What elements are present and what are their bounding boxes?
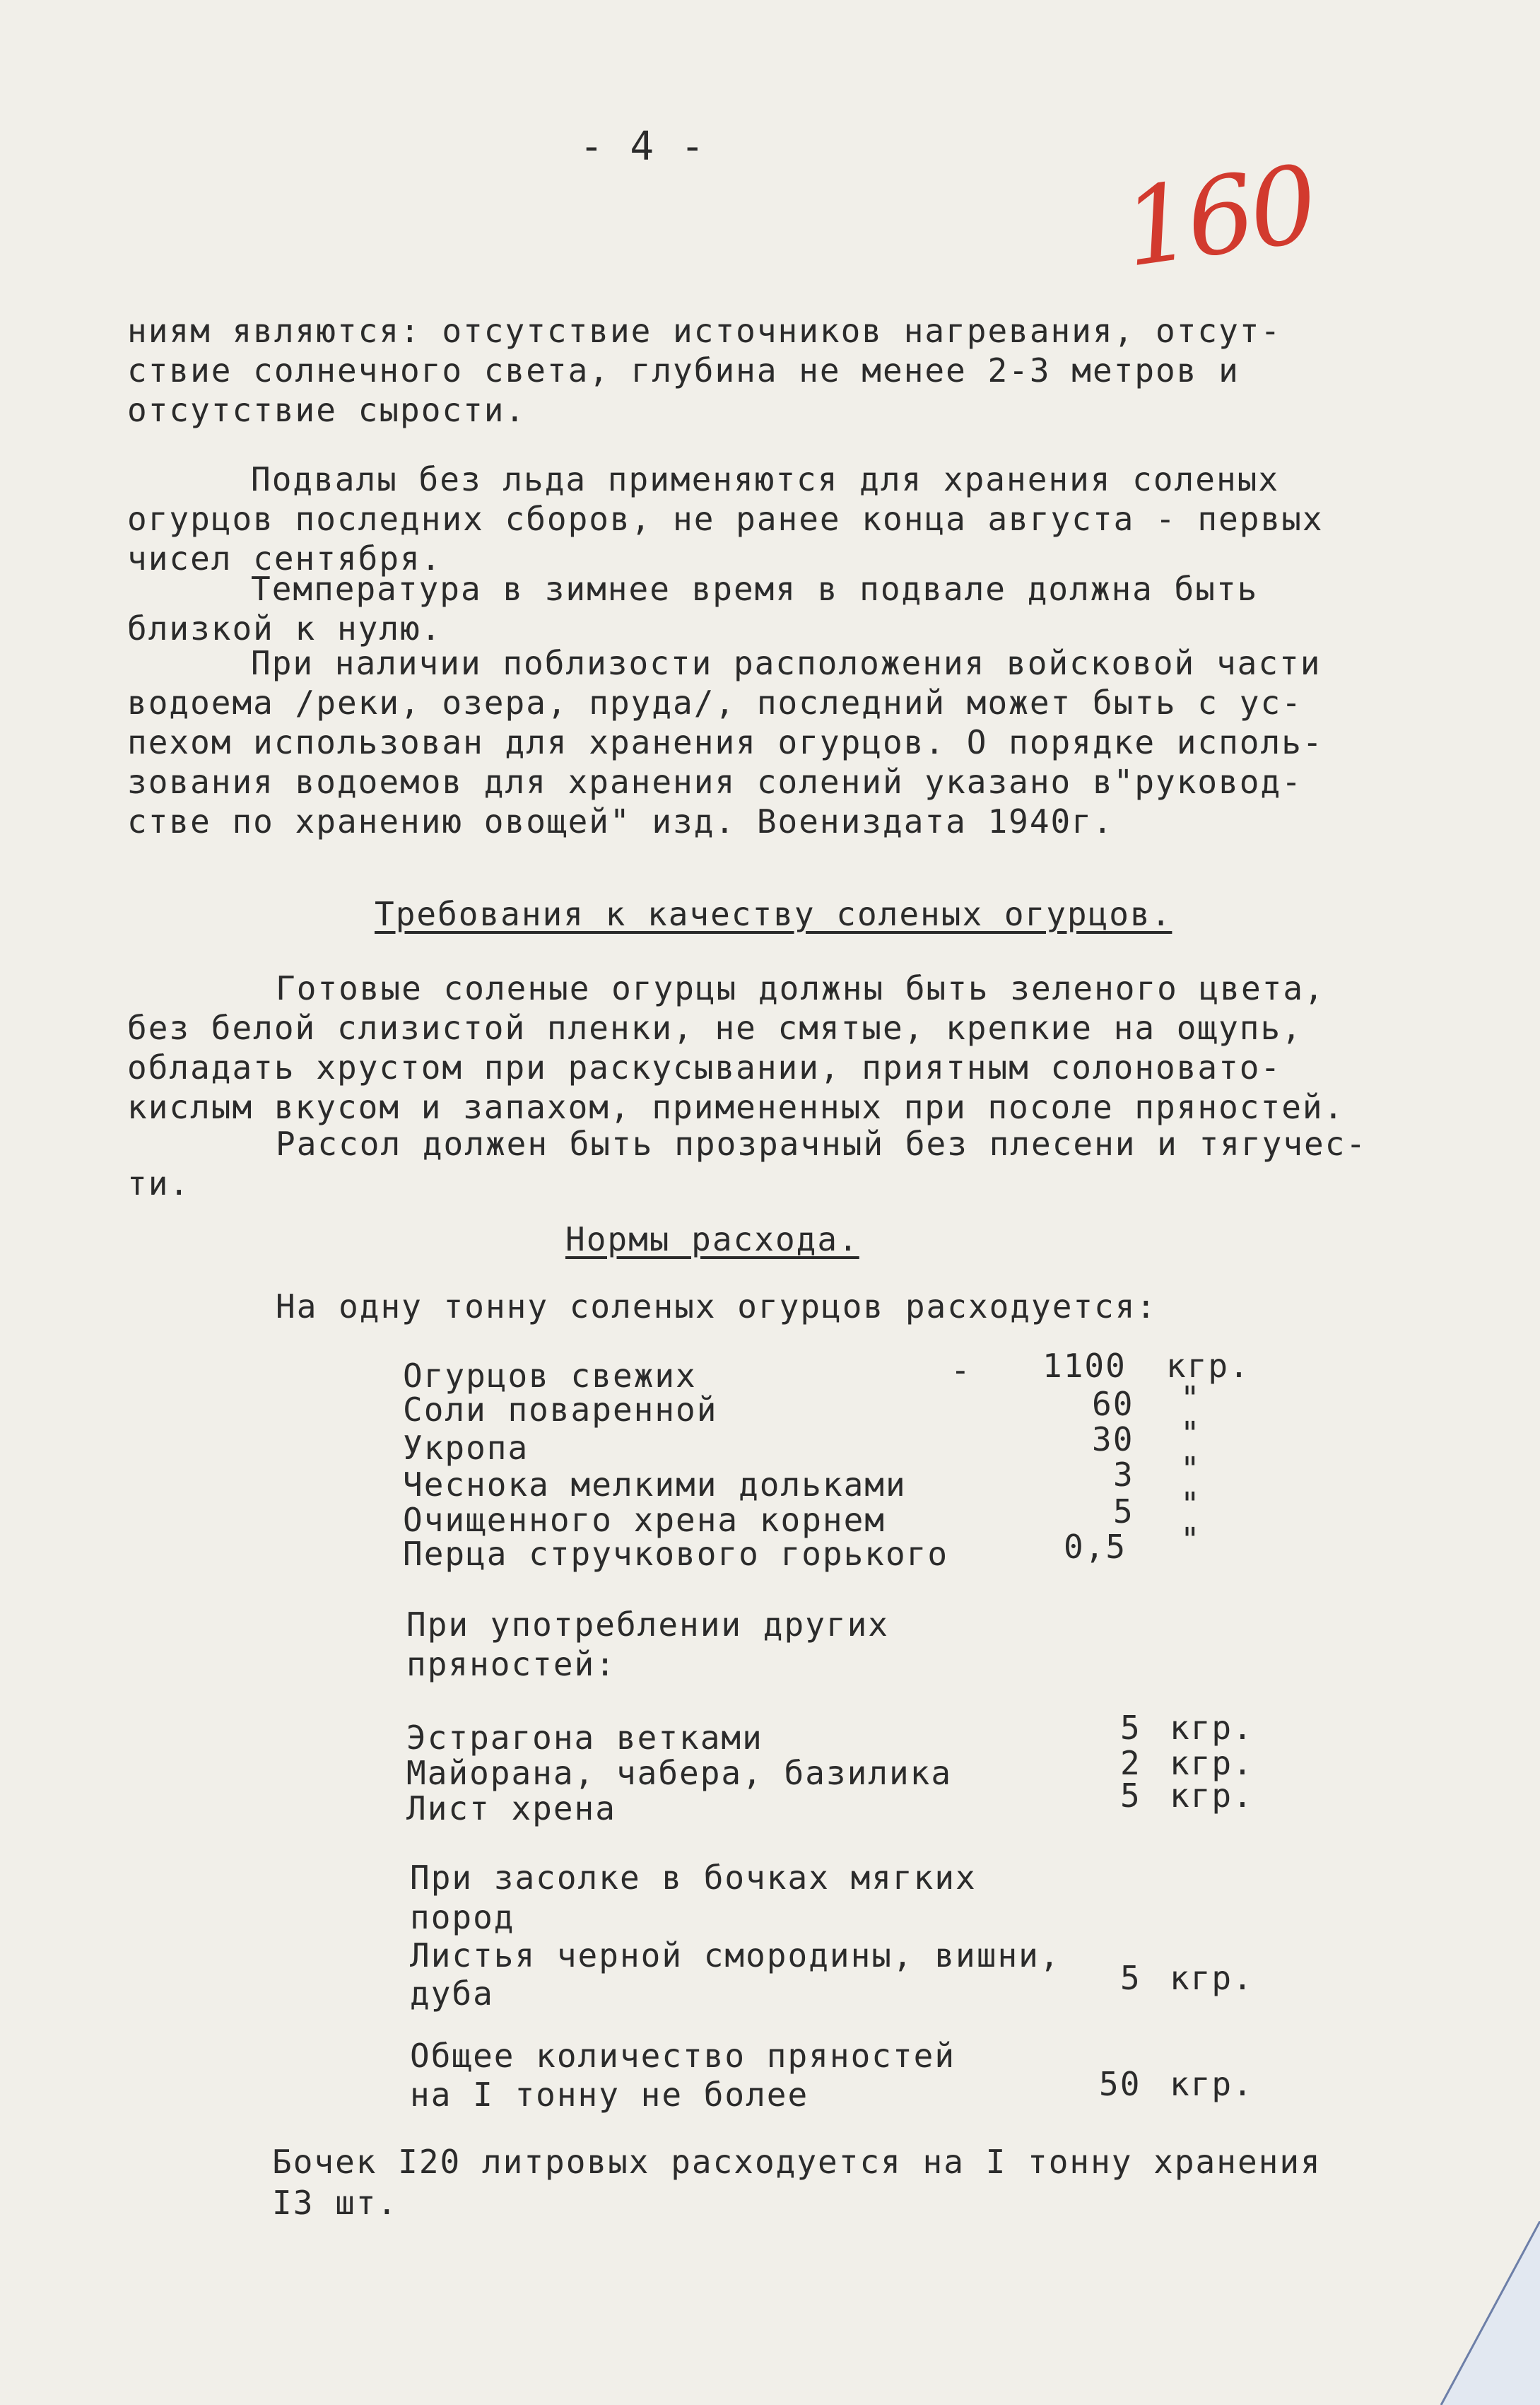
text-line: зования водоемов для хранения солений указано в"руковод- bbox=[127, 763, 1303, 801]
item-unit: кгр. bbox=[1170, 1709, 1254, 1747]
text-line: водоема /реки, озера, пруда/, последний может быть с ус- bbox=[127, 684, 1303, 722]
text-line: I3 шт. bbox=[272, 2184, 399, 2222]
page-number: - 4 - bbox=[580, 124, 706, 170]
text-line: ниям являются: отсутствие источников нагревания, отсут- bbox=[127, 312, 1282, 350]
page-corner-fold bbox=[1413, 2221, 1540, 2405]
text-line: Готовые соленые огурцы должны быть зеленого цвета, bbox=[276, 969, 1325, 1007]
item-unit: кгр. bbox=[1170, 1744, 1254, 1782]
barrel-qty: 5 bbox=[1120, 1959, 1141, 1997]
item-name: Очищенного хрена корнем bbox=[403, 1501, 886, 1539]
item-qty: 2 bbox=[1120, 1744, 1141, 1782]
text-line: обладать хрустом при раскусывании, приятным солоновато- bbox=[127, 1048, 1282, 1087]
total-unit: кгр. bbox=[1170, 2065, 1254, 2103]
item-qty: 5 bbox=[1120, 1777, 1141, 1815]
item-name: Чеснока мелкими дольками bbox=[403, 1465, 907, 1504]
item-qty: 1100 bbox=[1042, 1347, 1127, 1385]
item-name: Перца стручкового горького bbox=[403, 1535, 949, 1573]
item-unit: кгр. bbox=[1166, 1347, 1250, 1385]
text-line: близкой к нулю. bbox=[127, 609, 442, 648]
text-line: огурцов последних сборов, не ранее конца августа - первых bbox=[127, 500, 1324, 538]
norms-intro: На одну тонну соленых огурцов расходуется: bbox=[276, 1287, 1158, 1326]
text-line: При употреблении других bbox=[406, 1605, 889, 1644]
item-name: Укропа bbox=[403, 1429, 529, 1467]
item-name: Соли поваренной bbox=[403, 1391, 718, 1429]
text-line: Температура в зимнее время в подвале должна быть bbox=[251, 570, 1259, 608]
handwritten-folio-number: 160 bbox=[1116, 143, 1322, 291]
item-qty: 0,5 bbox=[1064, 1528, 1127, 1566]
text-line: отсутствие сырости. bbox=[127, 391, 527, 429]
item-unit: " bbox=[1180, 1379, 1201, 1417]
text-line: пряностей: bbox=[406, 1645, 616, 1683]
item-qty: 3 bbox=[1113, 1456, 1134, 1494]
barrel-unit: кгр. bbox=[1170, 1959, 1254, 1997]
section-heading-norms: Нормы расхода. bbox=[565, 1220, 859, 1258]
item-unit: " bbox=[1180, 1450, 1201, 1488]
text-line: Общее количество пряностей bbox=[410, 2037, 956, 2075]
item-name: Огурцов свежих bbox=[403, 1357, 697, 1395]
total-qty: 50 bbox=[1099, 2065, 1141, 2103]
text-line: пород bbox=[410, 1898, 515, 1936]
text-line: Бочек I20 литровых расходуется на I тонну хранения bbox=[272, 2143, 1322, 2181]
text-line: Рассол должен быть прозрачный без плесени и тягучес- bbox=[276, 1125, 1368, 1163]
item-name: Эстрагона ветками bbox=[406, 1719, 763, 1757]
item-name: Майорана, чабера, базилика bbox=[406, 1754, 953, 1792]
text-line: чисел сентября. bbox=[127, 539, 442, 578]
text-line: на I тонну не более bbox=[410, 2076, 809, 2114]
text-line: кислым вкусом и запахом, примененных при посоле пряностей. bbox=[127, 1088, 1345, 1126]
text-line: без белой слизистой пленки, не смятые, крепкие на ощупь, bbox=[127, 1009, 1303, 1047]
text-line: пехом использован для хранения огурцов. О порядке исполь- bbox=[127, 723, 1324, 761]
text-line: При наличии поблизости расположения войсковой части bbox=[251, 644, 1322, 682]
item-qty: 5 bbox=[1120, 1709, 1141, 1747]
item-name: Лист хрена bbox=[406, 1789, 616, 1827]
item-dash: - bbox=[951, 1351, 972, 1389]
text-line: ти. bbox=[127, 1164, 191, 1202]
item-qty: 5 bbox=[1113, 1492, 1134, 1531]
item-qty: 60 bbox=[1092, 1385, 1134, 1423]
text-line: ствие солнечного света, глубина не менее 2-3 метров и bbox=[127, 351, 1240, 390]
text-line: Листья черной смородины, вишни, bbox=[410, 1936, 1061, 1974]
item-unit: " bbox=[1180, 1521, 1201, 1559]
item-unit: кгр. bbox=[1170, 1777, 1254, 1815]
item-unit: " bbox=[1180, 1415, 1201, 1453]
text-line: дуба bbox=[410, 1974, 494, 2013]
section-heading-quality: Требования к качеству соленых огурцов. bbox=[375, 895, 1172, 933]
text-line: При засолке в бочках мягких bbox=[410, 1859, 977, 1897]
item-unit: " bbox=[1180, 1485, 1201, 1523]
item-qty: 30 bbox=[1092, 1420, 1134, 1458]
text-line: стве по хранению овощей" изд. Воениздата 1940г. bbox=[127, 802, 1114, 841]
text-line: Подвалы без льда применяются для хранения соленых bbox=[251, 460, 1280, 498]
